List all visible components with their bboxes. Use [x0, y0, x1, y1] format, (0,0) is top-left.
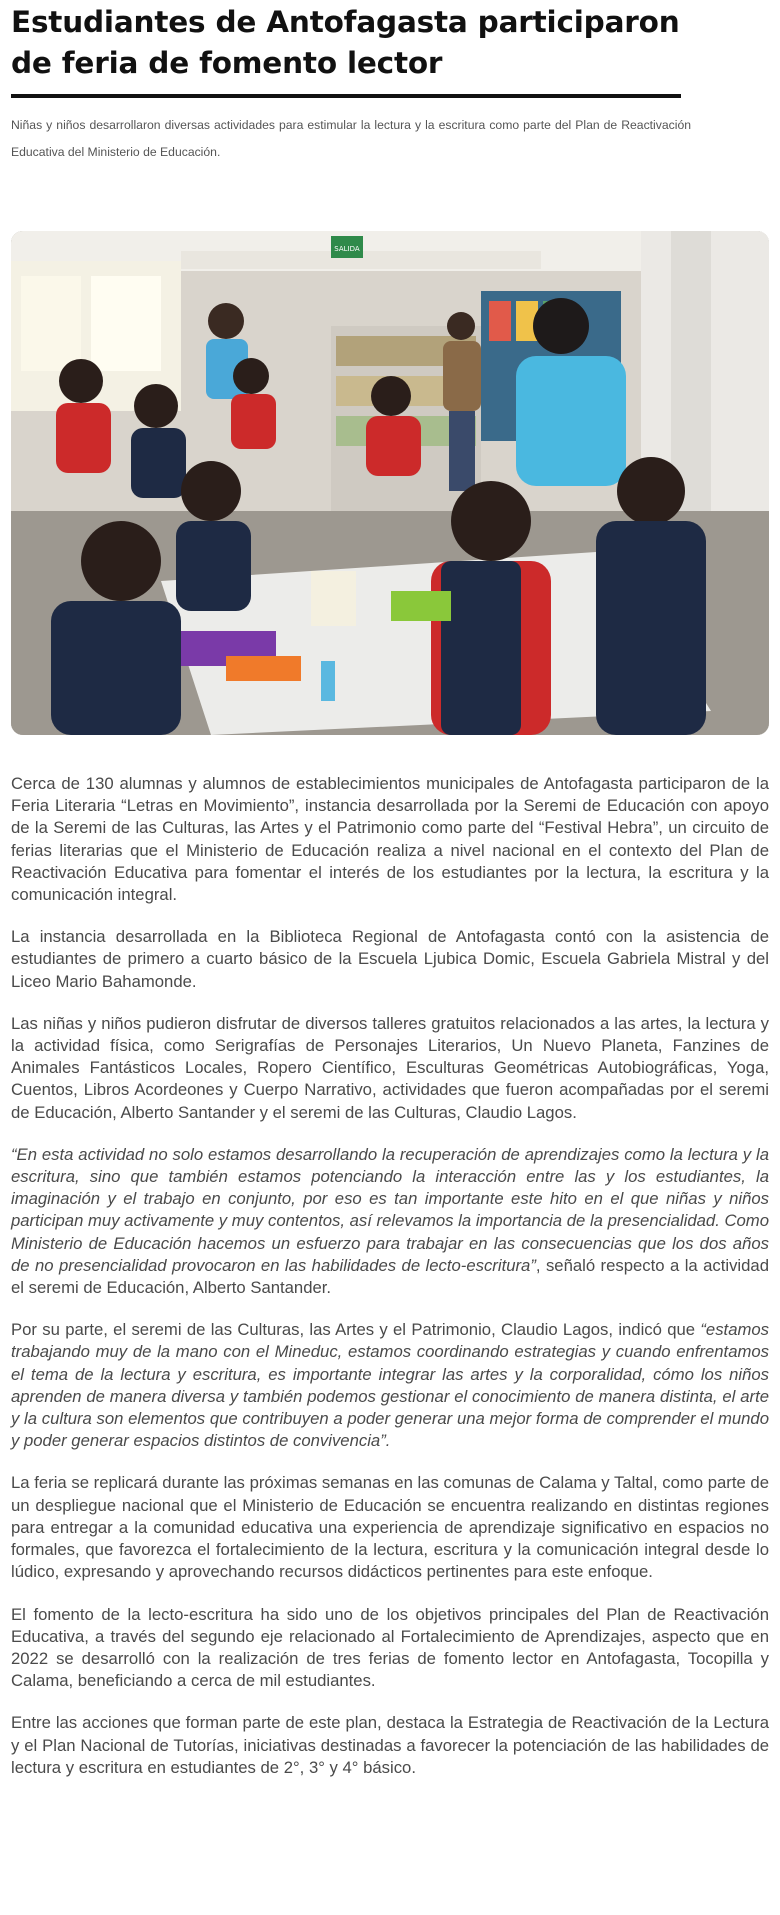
article-title: Estudiantes de Antofagasta participaron de feria de fomento lector	[11, 5, 680, 80]
classroom-photo-illustration	[11, 231, 769, 735]
quote: “En esta actividad no solo estamos desarrollando la recuperación de aprendizajes como la lectura y la escritura, sino que también estamos potenciando la interacción entre las y los estudiantes, la imaginación y el trabajo en conjunto, por eso es tan importante este hito en el que niñas y niños participan muy activamente y muy contentos, así relevamos la importancia de la presencialidad. Como Ministerio de Educación hacemos un esfuerzo para trabajar en las consecuencias que los dos años de no presencialidad provocaron en las habilidades de lecto-escritura”	[11, 1144, 769, 1275]
paragraph: El fomento de la lecto-escritura ha sido uno de los objetivos principales del Plan de Reactivación Educativa, a través del segundo eje relacionado al Fortalecimiento de Aprendizajes, aspecto que en 2022 se desarrolló con la realización de tres ferias de fomento lector en Antofagasta, Tocopilla y Calama, beneficiando a cerca de mil estudiantes.	[11, 1604, 769, 1691]
article-photo	[11, 231, 769, 735]
article-body	[11, 773, 769, 1799]
paragraph: La feria se replicará durante las próximas semanas en las comunas de Calama y Taltal, como parte de un despliegue nacional que el Ministerio de Educación se encuentra realizando en distintas regiones para entregar a la comunidad educativa una experiencia de aprendizaje significativo en espacios no formales, que favorezca el fortalecimiento de la lectura, escritura y la comunicación integral desde lo lúdico, expresando y aprovechando recursos didácticos pertinentes para este enfoque.	[11, 1473, 769, 1582]
paragraph: La instancia desarrollada en la Biblioteca Regional de Antofagasta contó con la asistencia de estudiantes de primero a cuarto básico de la Escuela Ljubica Domic, Escuela Gabriela Mistral y del Liceo Mario Bahamonde.	[11, 927, 769, 991]
paragraph-quote-santander: “En esta actividad no solo estamos desarrollando la recuperación de aprendizajes como la lectura y la escritura, sino que también estamos potenciando la interacción entre las y los estudiantes, la imaginación y el trabajo en conjunto, por eso es tan importante este hito en el que niñas y niños participan muy activamente y muy contentos, así relevamos la importancia de la presencialidad. Como Ministerio de Educación hacemos un esfuerzo para trabajar en las consecuencias que los dos años de no presencialidad provocaron en las habilidades de lecto-escritura”, señaló respecto a la actividad el seremi de Educación, Alberto Santander.	[11, 1144, 769, 1298]
exit-sign-text: SALIDA	[334, 245, 360, 253]
article-subtitle: Niñas y niños desarrollaron diversas actividades para estimular la lectura y la escritura como parte del Plan de Reactivación Educativa del Ministerio de Educación.	[11, 118, 691, 159]
paragraph: Cerca de 130 alumnas y alumnos de establecimientos municipales de Antofagasta participaron de la Feria Literaria “Letras en Movimiento”, instancia desarrollada por la Seremi de Educación con apoyo de la Seremi de las Culturas, las Artes y el Patrimonio como parte del “Festival Hebra”, un circuito de ferias literarias que el Ministerio de Educación realiza a nivel nacional en el contexto del Plan de Reactivación Educativa para fomentar el interés de los estudiantes por la lectura, la escritura y la comunicación integral.	[11, 774, 769, 905]
paragraph: Las niñas y niños pudieron disfrutar de diversos talleres gratuitos relacionados a las artes, la lectura y la actividad física, como Serigrafías de Personajes Literarios, Un Nuevo Planeta, Fanzines de Animales Fantásticos Locales, Ropero Científico, Esculturas Geométricas Autobiográficas, Yoga, Cuentos, Libros Acordeones y Cuerpo Narrativo, actividades que fueron acompañadas por el seremi de Educación, Alberto Santander y el seremi de las Culturas, Claudio Lagos.	[11, 1013, 769, 1122]
paragraph: Entre las acciones que forman parte de este plan, destaca la Estrategia de Reactivación de la Lectura y el Plan Nacional de Tutorías, iniciativas destinadas a favorecer la potenciación de las habilidades de lectura y escritura en estudiantes de 2°, 3° y 4° básico.	[11, 1713, 769, 1777]
quote: “estamos trabajando muy de la mano con el Mineduc, estamos coordinando estrategias y cuando enfrentamos el tema de la lectura y escritura, es importante integrar las artes y la corporalidad, cómo los niños aprenden de manera diversa y también podemos gestionar el conocimiento de manera distinta, el arte y la cultura son elementos que contribuyen a poder generar una mejor forma de comprender el mundo y poder generar espacios distintos de convivencia”.	[11, 1320, 769, 1451]
paragraph-quote-lagos: Por su parte, el seremi de las Culturas, las Artes y el Patrimonio, Claudio Lagos, indicó que “estamos trabajando muy de la mano con el Mineduc, estamos coordinando estrategias y cuando enfrentamos el tema de la lectura y escritura, es importante integrar las artes y la corporalidad, cómo los niños aprenden de manera diversa y también podemos gestionar el conocimiento de manera distinta, el arte y la cultura son elementos que contribuyen a poder generar una mejor forma de comprender el mundo y poder generar espacios distintos de convivencia”.	[11, 1320, 769, 1451]
title-divider	[11, 94, 681, 98]
